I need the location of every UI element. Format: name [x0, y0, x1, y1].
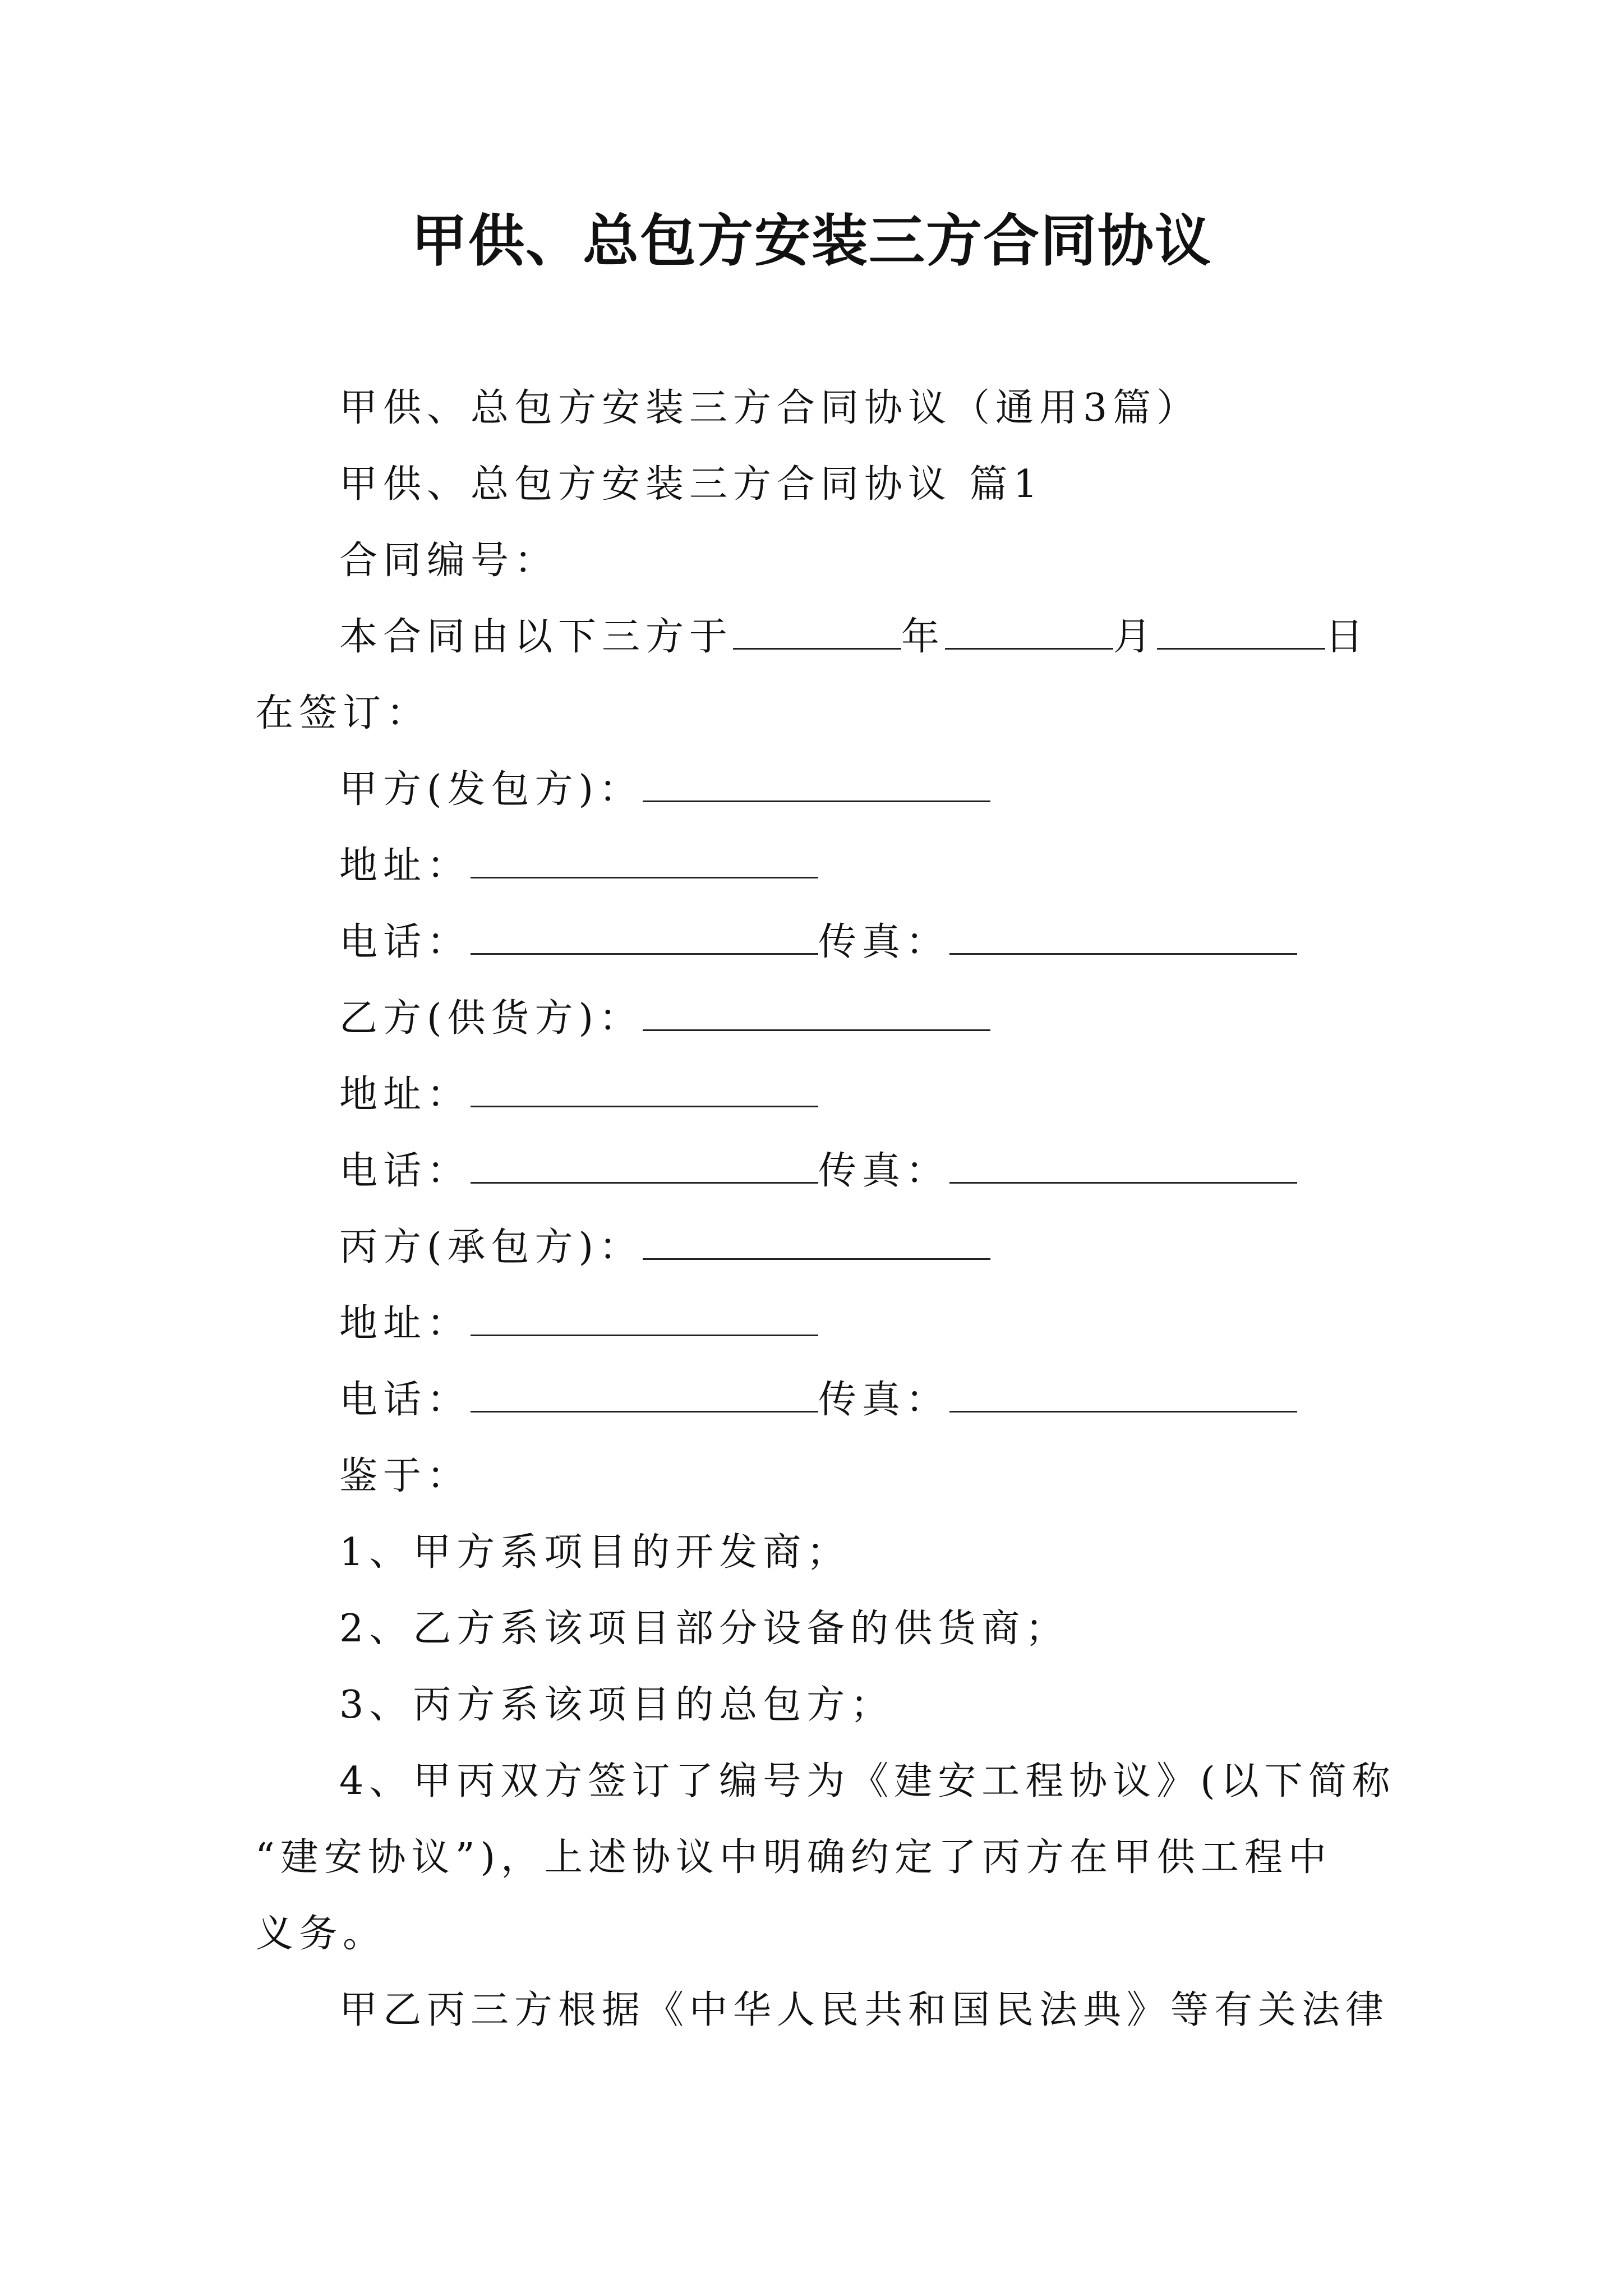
- address-blank: [471, 1071, 818, 1107]
- party-b-blank: [643, 995, 990, 1031]
- whereas-item-1: 1、甲方系项目的开发商；: [339, 1530, 851, 1575]
- day-label: 日: [1325, 615, 1370, 659]
- party-c-address-line: [255, 1286, 1377, 1362]
- section-heading: 甲供、总包方安装三方合同协议 篇1: [339, 462, 1043, 507]
- whereas-item-4-line-3: 义务。: [255, 1912, 387, 1956]
- document-body: [255, 370, 1396, 2049]
- address-label: 地址：: [339, 844, 471, 888]
- address-blank: [471, 1300, 818, 1336]
- fax-blank: [949, 1376, 1297, 1412]
- party-c-blank: [643, 1223, 990, 1260]
- month-label: 月: [1113, 615, 1158, 659]
- party-a-line: [255, 752, 1377, 828]
- party-a-address-line: [255, 828, 1377, 904]
- party-c-label: 丙方(承包方)：: [339, 1225, 643, 1269]
- party-b-label: 乙方(供货方)：: [339, 996, 643, 1041]
- fax-blank: [949, 1147, 1297, 1184]
- document-title: 甲供、总包方安装三方合同协议: [411, 208, 1212, 274]
- phone-blank: [471, 918, 818, 955]
- address-label: 地址：: [339, 1073, 471, 1117]
- document-subtitle: 甲供、总包方安装三方合同协议（通用3篇）: [339, 386, 1201, 430]
- fax-label: 传真：: [818, 1149, 950, 1193]
- party-b-address-line: [255, 1057, 1377, 1133]
- phone-blank: [471, 1376, 818, 1412]
- whereas-label: 鉴于：: [339, 1454, 471, 1498]
- year-label: 年: [901, 615, 946, 659]
- month-blank: [945, 613, 1113, 650]
- closing-line: 甲乙丙三方根据《中华人民共和国民法典》等有关法律: [339, 1988, 1390, 2032]
- signing-continuation: 在签订：: [255, 691, 431, 735]
- address-label: 地址：: [339, 1301, 471, 1346]
- whereas-item-3: 3、丙方系该项目的总包方；: [339, 1683, 895, 1727]
- signing-prefix: 本合同由以下三方于: [339, 615, 734, 659]
- address-blank: [471, 842, 818, 878]
- phone-label: 电话：: [339, 1378, 471, 1422]
- fax-blank: [949, 918, 1297, 955]
- phone-blank: [471, 1147, 818, 1184]
- whereas-item-4-line-1: 4、甲丙双方签订了编号为《建安工程协议》(以下简称: [339, 1759, 1396, 1803]
- signing-date-line: [255, 599, 1377, 675]
- party-c-line: [255, 1209, 1377, 1286]
- fax-label: 传真：: [818, 920, 950, 964]
- party-b-contact-line: [255, 1133, 1377, 1209]
- phone-label: 电话：: [339, 1149, 471, 1193]
- party-a-contact-line: [255, 904, 1377, 981]
- whereas-item-4-line-2: “建安协议”)，上述协议中明确约定了丙方在甲供工程中: [255, 1835, 1332, 1880]
- year-blank: [733, 613, 901, 650]
- fax-label: 传真：: [818, 1378, 950, 1422]
- day-blank: [1157, 613, 1325, 650]
- party-b-line: [255, 981, 1377, 1057]
- phone-label: 电话：: [339, 920, 471, 964]
- contract-number-label: 合同编号：: [339, 539, 559, 583]
- whereas-item-2: 2、乙方系该项目部分设备的供货商；: [339, 1607, 1069, 1651]
- party-c-contact-line: [255, 1362, 1377, 1438]
- party-a-label: 甲方(发包方)：: [339, 767, 643, 812]
- party-a-blank: [643, 766, 990, 802]
